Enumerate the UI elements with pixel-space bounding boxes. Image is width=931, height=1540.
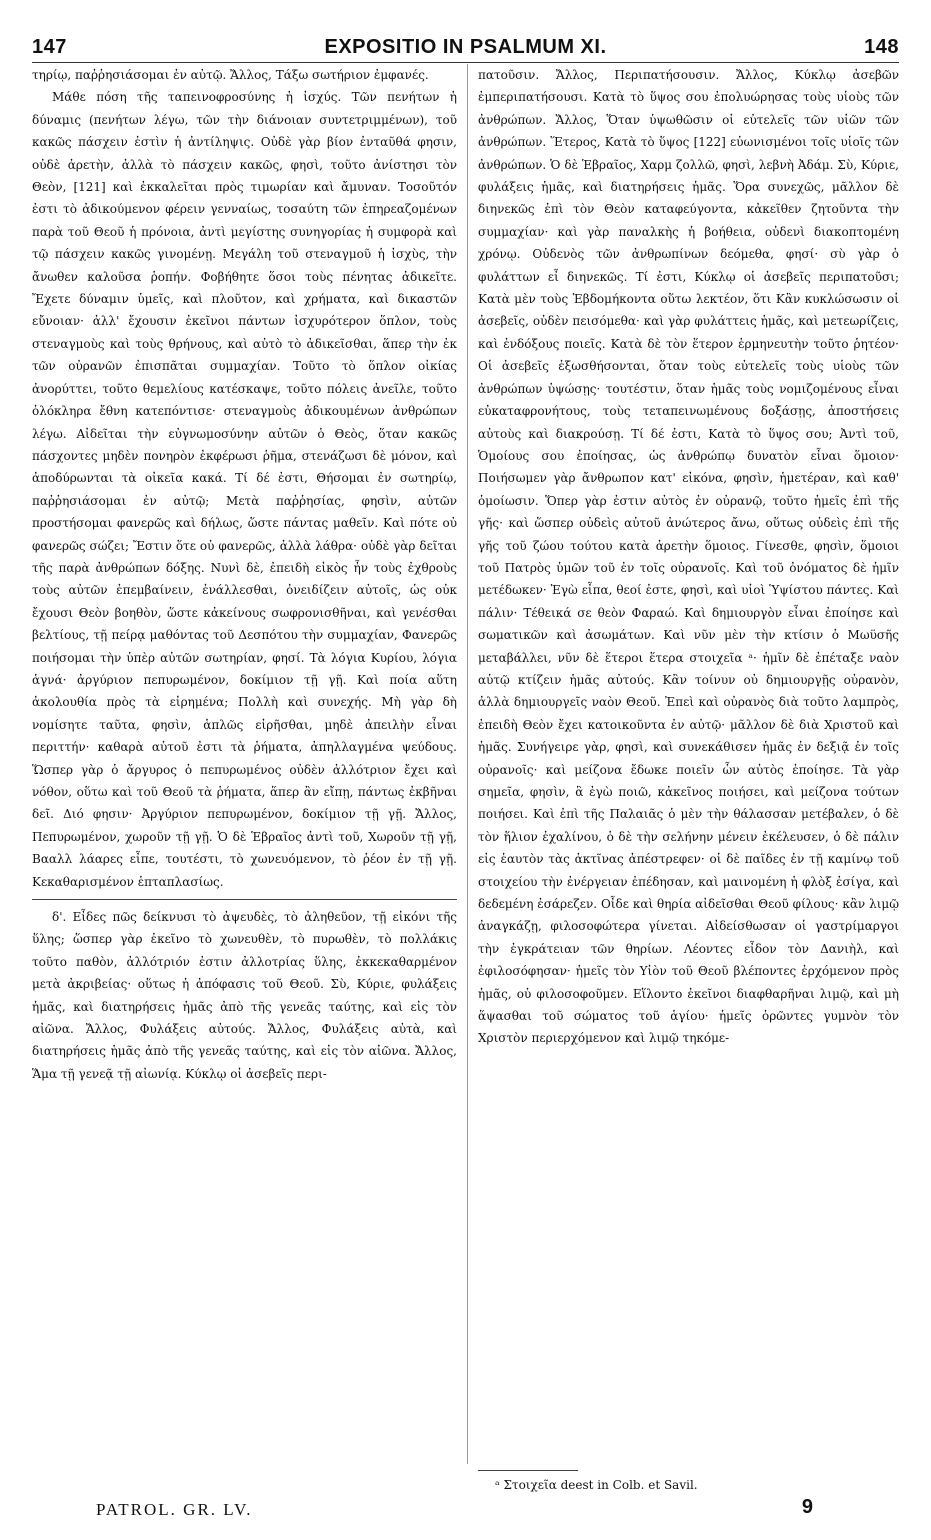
- right-column: [478, 64, 899, 1459]
- header-rule: [32, 62, 899, 63]
- left-paragraph-3: δ'. Εἶδες πῶς δείκνυσι τὸ ἀψευδὲς, τὸ ἀληθεῦον, τῇ εἰκόνι τῆς ὕλης; ὥσπερ γὰρ ἐκεῖνο τὸ χωνευθὲν, τὸ πυρωθὲν, τὸ πολλάκις τοῦτο παθὸν, ἀλλότριόν ἐστιν ἀλλοτρίας ὕλης, ἐκκεκαθαρμένον μετὰ ἀκριβείας· οὕτως ἡ ἀπόφασις τοῦ Θεοῦ. Σὺ, Κύριε, φυλάξεις ἡμᾶς, καὶ διατηρήσεις ἡμᾶς ἀπὸ τῆς γενεᾶς ταύτης, καὶ εἰς τὸν αἰῶνα. Ἄλλος, Φυλάξεις αὐτούς. Ἄλλος, Φυλάξεις αὐτὰ, καὶ διατηρήσεις ἡμᾶς ἀπὸ τῆς γενεᾶς ταύτης, καὶ εἰς τὸν αἰῶνα. Ἄλλος, Ἅμα τῇ γενεᾷ τῇ αἰωνίᾳ. Κύκλῳ οἱ ἀσεβεῖς περι-: [32, 910, 457, 1081]
- footnote: ᵃ Στοιχεῖα deest in Colb. et Savil.: [495, 1478, 698, 1492]
- section-divider: [32, 899, 457, 900]
- page-number-left: 147: [32, 36, 67, 58]
- left-paragraph-2: Μάθε πόση τῆς ταπεινοφροσύνης ἡ ἰσχύς. Τῶν πενήτων ἡ δύναμις (πενήτων λέγω, τῶν τὴν διάνοιαν συντετριμμένων), τοῦ κακῶς πάσχειν ἐστὶν ἡ ἀντίληψις. Οὐδὲ γὰρ βίον ἐνταῦθά φησιν, οὐδὲ ἀρετὴν, ἀλλὰ τὸ πάσχειν κακῶς, φησὶ, τοῦτο ἀνίστησι τὸν Θεὸν, [121] καὶ ἐκκαλεῖται πρὸς τιμωρίαν καὶ ἄμυναν. Τοσοῦτόν ἐστι τὸ ἀδικούμενον φέρειν γενναίως, τοσαύτη τῶν ἐπηρεαζομένων παρὰ τοῦ Θεοῦ ἡ πρόνοια, ἀντὶ μεγίστης συνηγορίας ἡ συμφορὰ καὶ τῷ πάσχειν κακῶς γινομένῃ. Μεγάλη τοῦ στεναγμοῦ ἡ ἰσχὺς, τὴν ἄνωθεν καλοῦσα ῥοπήν. Φοβήθητε ὅσοι τοὺς πένητας ἀδικεῖτε. Ἔχετε δύναμιν ὑμεῖς, καὶ πλοῦτον, καὶ χρήματα, καὶ δικαστῶν εὔνοιαν· ἀλλ' ἔχουσιν ἐκεῖνοι πάντων ἰσχυρότερον ὅπλον, τοὺς στεναγμοὺς καὶ τοὺς θρήνους, καὶ αὐτὸ τὸ ἀδικεῖσθαι, ἅπερ τὴν ἐκ τῶν οὐρανῶν ἐπισπᾶται συμμαχίαν. Τοῦτο τὸ ὅπλον οἰκίας ἀνορύττει, τοῦτο θεμελίους κατέσκαψε, τοῦτο πόλεις ἀνεῖλε, τοῦτο ὁλόκληρα ἔθνη κατεπόντισε· στεναγμοὺς ἀδικουμένων ἀνθρώπων λέγω. Αἰδεῖται τὴν εὐγνωμοσύνην αὐτῶν ὁ Θεὸς, ὅταν κακῶς πάσχοντες μηδὲν πονηρὸν ἐκφέρωσι ῥῆμα, στενάζωσι δὲ μόνον, καὶ ἀποδύρωνται τὰ οἰκεῖα κακά. Τί δέ ἐστι, Θήσομαι ἐν σωτηρίῳ, παῤῥησιάσομαι ἐν αὐτῷ; Μετὰ παῤῥησίας, φησὶν, αὐτῶν προστήσομαι φανερῶς καὶ δήλως, ὥστε πάντας μαθεῖν. Καὶ πότε οὐ φανερῶς σώζει; Ἔστιν ὅτε οὐ φανερῶς, ἀλλὰ λάθρα· οὐδὲ γὰρ δεῖται τῆς παρὰ ἀνθρώπων δόξης. Νυνὶ δὲ, ἐπειδὴ εἰκὸς ἦν τοὺς ἐχθροὺς τοὺς αὐτῶν ἐπεμβαίνειν, ἐνάλλεσθαι, ὀνειδίζειν αὐτοῖς, ὡς οὐκ ἔχουσι Θεὸν βοηθὸν, ὥστε κἀκείνους σωφρονισθῆναι, καὶ γενέσθαι βελτίους, τῇ πείρᾳ μαθόντας τοῦ Δεσπότου τὴν συμμαχίαν, Φανερῶς ποιήσομαι τὴν ὑπὲρ αὐτῶν σωτηρίαν, φησί. Τὰ λόγια Κυρίου, λόγια ἁγνά· ἀργύριον πεπυρωμένον, δοκίμιον τῇ γῇ. Καὶ ποία αὕτη ἀκολουθία πρὸς τὰ εἰρημένα; Πολλὴ καὶ συνεχής. Μὴ γὰρ δὴ νομίσητε ταῦτα, φησὶν, ἁπλῶς εἰρῆσθαι, μηδὲ ἀπειλὴν εἶναι περιττήν· καθαρὰ αὐτοῦ ἐστι τὰ ῥήματα, ἀπηλλαγμένα ψεύδους. Ὥσπερ γὰρ ὁ ἄργυρος ὁ πεπυρωμένος οὐδὲν ἀλλότριον ἔχει καὶ νόθον, οὕτω καὶ τοῦ Θεοῦ τὰ ῥήματα, ἅπερ ἂν εἴπῃ, πάντως ἐκβῆναι δεῖ. Διό φησιν· Ἀργύριον πεπυρωμένον, δοκίμιον τῇ γῇ. Ἄλλος, Πεπυρωμένον, χωροῦν τῇ γῇ. Ὁ δὲ Ἑβραῖος ἀντὶ τοῦ, Χωροῦν τῇ γῇ, Βααλλ λάαρες εἶπε, τουτέστι, τὸ χωνευόμενον, τὸ ῥέον ἐν τῇ γῇ. Κεκαθαρισμένον ἑπταπλασίως.: [32, 90, 457, 889]
- running-header: [32, 30, 899, 64]
- footer-signature: 9: [801, 1496, 813, 1518]
- left-paragraph-1: τηρίῳ, παῤῥησιάσομαι ἐν αὐτῷ. Ἄλλος, Τάξω σωτήριον ἐμφανές.: [32, 68, 429, 82]
- page-number-right: 148: [864, 36, 899, 58]
- page-title: EXPOSITIO IN PSALMUM XI.: [324, 36, 607, 58]
- footer-source: PATROL. GR. LV.: [96, 1500, 253, 1519]
- left-column: [32, 64, 457, 1459]
- footnote-rule: [478, 1470, 578, 1471]
- column-separator: [467, 64, 468, 1464]
- right-paragraph-1: πατοῦσιν. Ἄλλος, Περιπατήσουσιν. Ἄλλος, Κύκλῳ ἀσεβῶν ἐμπεριπατήσουσι. Κατὰ τὸ ὕψος σου ἐπολυώρησας τοὺς υἱοὺς τῶν ἀνθρώπων. Ἄλλος, Ὅταν ὑψωθῶσιν οἱ εὐτελεῖς τῶν υἱῶν τῶν ἀνθρώπων. Ἕτερος, Κατὰ τὸ ὕψος [122] εὐωνισμένοι τοῖς υἱοῖς τῶν ἀνθρώπων. Ὁ δὲ Ἑβραῖος, Χαρμ ζολλῶ, φησὶ, λεβνὴ Ἀδάμ. Σὺ, Κύριε, φυλάξεις ἡμᾶς, καὶ διατηρήσεις ἡμᾶς. Ὅρα συνεχῶς, μᾶλλον δὲ διηνεκῶς ἐπὶ τὸν Θεὸν καταφεύγοντα, κἀκεῖθεν ζητοῦντα τὴν συμμαχίαν· καὶ γὰρ παναλκὴς ἡ βοήθεια, οὐδενὶ διακοπτομένη χρόνῳ. Οὐδενὸς τῶν ἀνθρωπίνων δεόμεθα, φησί· σὺ γὰρ ὁ φυλάττων εἶ διηνεκῶς. Τί ἐστι, Κύκλῳ οἱ ἀσεβεῖς περιπατοῦσι; Κατὰ μὲν τοὺς Ἑβδομήκοντα οὕτω λεκτέον, ὅτι Κἂν κυκλώσωσιν οἱ ἀσεβεῖς, οὐδὲν πεισόμεθα· καὶ γὰρ φυλάττεις ἡμᾶς, καὶ μετεωρίζεις, καὶ ἐνδόξους ποιεῖς. Κατὰ δὲ τὸν ἕτερον ἑρμηνευτὴν τοῦτο ῥητέον· Οἱ ἀσεβεῖς ἐξωσθήσονται, ὅταν τοὺς εὐτελεῖς τοὺς υἱοὺς τῶν ἀνθρώπων ὑψώσῃς· τουτέστιν, ὅταν ἡμᾶς τοὺς νομιζομένους εἶναι εὐκαταφρονήτους, τοὺς τεταπεινωμένους δοξάσῃς, ἀποστήσεις αὐτοὺς καὶ διακρούσῃ. Τί δέ ἐστι, Κατὰ τὸ ὕψος σου; Ἀντὶ τοῦ, Ὁμοίους σου ἐποίησας, ὡς ἀνθρώπῳ δυνατὸν εἶναι ὅμοιον· Ποιήσωμεν γὰρ ἄνθρωπον κατ' εἰκόνα, φησὶν, ἡμετέραν, καὶ καθ' ὁμοίωσιν. Ὅπερ γὰρ ἐστιν αὐτὸς ἐν οὐρανῷ, τοῦτο ἡμεῖς ἐπὶ τῆς γῆς· καὶ ὥσπερ οὐδεὶς αὐτοῦ ἀνώτερος ἄνω, οὕτως οὐδεὶς ἐπὶ τῆς γῆς τοῦ ζώου τούτου κατὰ ἀρετὴν ὅμοιος. Γίνεσθε, φησὶν, ὅμοιοι τοῦ Πατρὸς ὑμῶν τοῦ ἐν τοῖς οὐρανοῖς. Καὶ τοῦ ὀνόματος δὲ ἡμῖν μετέδωκεν· Ἐγὼ εἶπα, θεοί ἐστε, φησὶ, καὶ υἱοὶ Ὑψίστου πάντες. Καὶ πάλιν· Τέθεικά σε θεὸν Φαραώ. Καὶ δημιουργὸν εἶναι ἐποίησε καὶ σωματικῶν καὶ ἀσωμάτων. Καὶ νῦν μὲν τὴν κτίσιν ὁ Μωϋσῆς μεταβάλλει, νῦν δὲ ἕτεροι ἕτερα στοιχεῖα ᵃ· ἡμῖν δὲ ἐπέταξε ναὸν αὐτῷ κτίζειν ἡμᾶς αὐτούς. Κἂν τοίνυν οὐ δημιουργῇς οὐρανὸν, ἀλλὰ δημιουργεῖς ναὸν Θεοῦ. Ἐπεὶ καὶ οὐρανὸς διὰ τοῦτο λαμπρὸς, ἐπειδὴ Θεὸν ἔχει κατοικοῦντα ἐν αὐτῷ· μᾶλλον δὲ διὰ Χριστοῦ καὶ ἡμᾶς. Συνήγειρε γὰρ, φησὶ, καὶ συνεκάθισεν ἡμᾶς ἐν δεξιᾷ ἐν τοῖς οὐρανοῖς· καὶ μείζονα ἔδωκε ποιεῖν ὧν αὐτὸς ἐποίησε. Τὰ γὰρ σημεῖα, φησὶν, ἃ ἐγὼ ποιῶ, κἀκεῖνος ποιήσει, καὶ μείζονα τούτων ποιήσει. Καὶ ἐπὶ τῆς Παλαιᾶς ὁ μὲν τὴν θάλασσαν μετέβαλεν, ὁ δὲ τὸν ἥλιον ἐχαλίνου, ὁ δὲ τὴν σελήνην μένειν ἐκέλευσεν, ὁ δὲ πάλιν εἰς ἑαυτὸν τὰς ἀκτῖνας ἀπέστρεφεν· οἱ δὲ παῖδες ἐν τῇ καμίνῳ τοῦ στοιχείου τὴν ἐνέργειαν ἐπέδησαν, καὶ μαινομένη ἡ φλὸξ ἐσίγα, καὶ δεδεμένη ἐσάρεζεν. Οἶδε καὶ θηρία αἰδεῖσθαι Θεοῦ φίλους· κἂν λιμῷ ἀναγκάζῃ, φιλοσοφώτερα γίνεται. Αἰδείσθωσαν οἱ γαστρίμαργοι τὴν ἐγκράτειαν τῶν θηρίων. Λέοντες εἶδον τὸν Δανιὴλ, καὶ ἐφιλοσόφησαν· ἡμεῖς τὸν Υἱὸν τοῦ Θεοῦ βλέποντες ἐρχόμενον πρὸς ἡμᾶς, οὐ φιλοσοφοῦμεν. Εἵλοντο ἐκεῖνοι διαφθαρῆναι λιμῷ, καὶ μὴ ἅψασθαι τοῦ σώματος τοῦ ἁγίου· ἡμεῖς ὁρῶντες γυμνὸν τὸν Χριστὸν περιερχόμενον καὶ λιμῷ τηκόμε-: [478, 68, 899, 1046]
